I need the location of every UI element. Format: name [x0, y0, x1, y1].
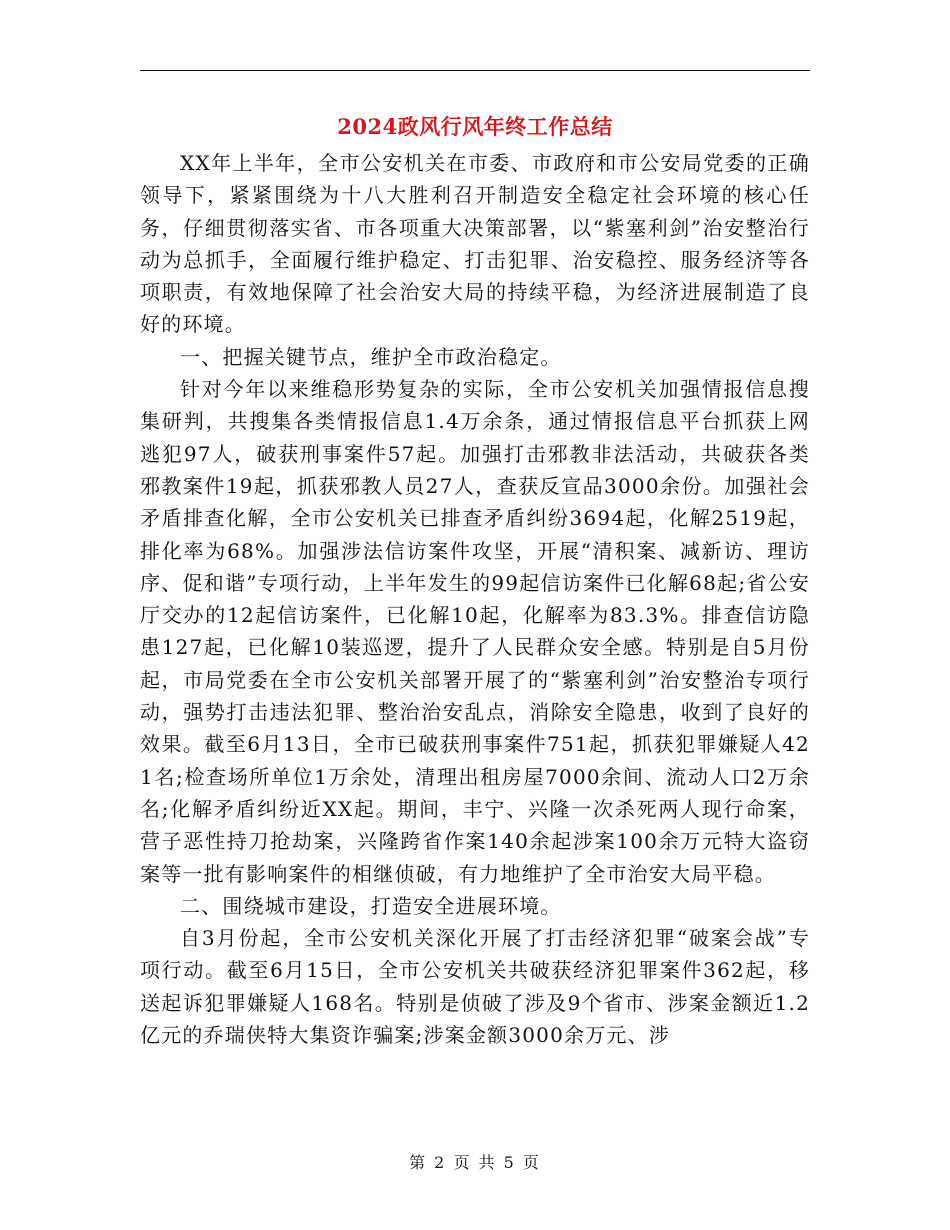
page-footer: 第 2 页 共 5 页 [409, 1153, 541, 1172]
header-rule [140, 70, 810, 71]
document-title: 2024政风行风年终工作总结 [337, 114, 613, 139]
paragraph-section-1: 针对今年以来维稳形势复杂的实际，全市公安机关加强情报信息搜集研判，共搜集各类情报信息1.4万余条，通过情报信息平台抓获上网逃犯97人，破获刑事案件57起。加强打击邪教非法活动，共破获各类邪教案件19起，抓获邪教人员27人，查获反宣品3000余份。加强社会矛盾排查化解，全市公安机关已排查矛盾纠纷3694起，化解2519起，排化率为68%。加强涉法信访案件攻坚，开展“清积案、减新访、理访序、促和谐”专项行动，上半年发生的99起信访案件已化解68起;省公安厅交办的12起信访案件，已化解10起，化解率为83.3%。排查信访隐患127起，已化解10装巡逻，提升了人民群众安全感。特别是自5月份起，市局党委在全市公安机关部署开展了的“紫塞利剑”治安整治专项行动，强势打击违法犯罪、整治治安乱点，消除安全隐患，收到了良好的效果。截至6月13日，全市已破获刑事案件751起，抓获犯罪嫌疑人421名;检查场所单位1万余处，清理出租房屋7000余间、流动人口2万余名;化解矛盾纠纷近XX起。期间，丰宁、兴隆一次杀死两人现行命案，营子恶性持刀抢劫案，兴隆跨省作案140余起涉案100余万元特大盗窃案等一批有影响案件的相继侦破，有力地维护了全市治安大局平稳。 [140, 377, 810, 886]
paragraph-intro: XX年上半年，全市公安机关在市委、市政府和市公安局党委的正确领导下，紧紧围绕为十八大胜利召开制造安全稳定社会环境的核心任务，仔细贯彻落实省、市各项重大决策部署，以“紫塞利剑”治安整治行动为总抓手，全面履行维护稳定、打击犯罪、治安稳控、服务经济等各项职责，有效地保障了社会治安大局的持续平稳，为经济进展制造了良好的环境。 [140, 151, 810, 337]
section-heading-2: 二、围绕城市建设，打造安全进展环境。 [180, 893, 562, 918]
paragraph-section-2: 自3月份起，全市公安机关深化开展了打击经济犯罪“破案会战”专项行动。截至6月15日，全市公安机关共破获经济犯罪案件362起，移送起诉犯罪嫌疑人168名。特别是侦破了涉及9个省市、涉案金额近1.2亿元的乔瑞侠特大集资诈骗案;涉案金额3000余万元、涉 [140, 926, 810, 1048]
section-heading-1: 一、把握关键节点，维护全市政治稳定。 [180, 344, 562, 369]
document-body [140, 147, 810, 1051]
